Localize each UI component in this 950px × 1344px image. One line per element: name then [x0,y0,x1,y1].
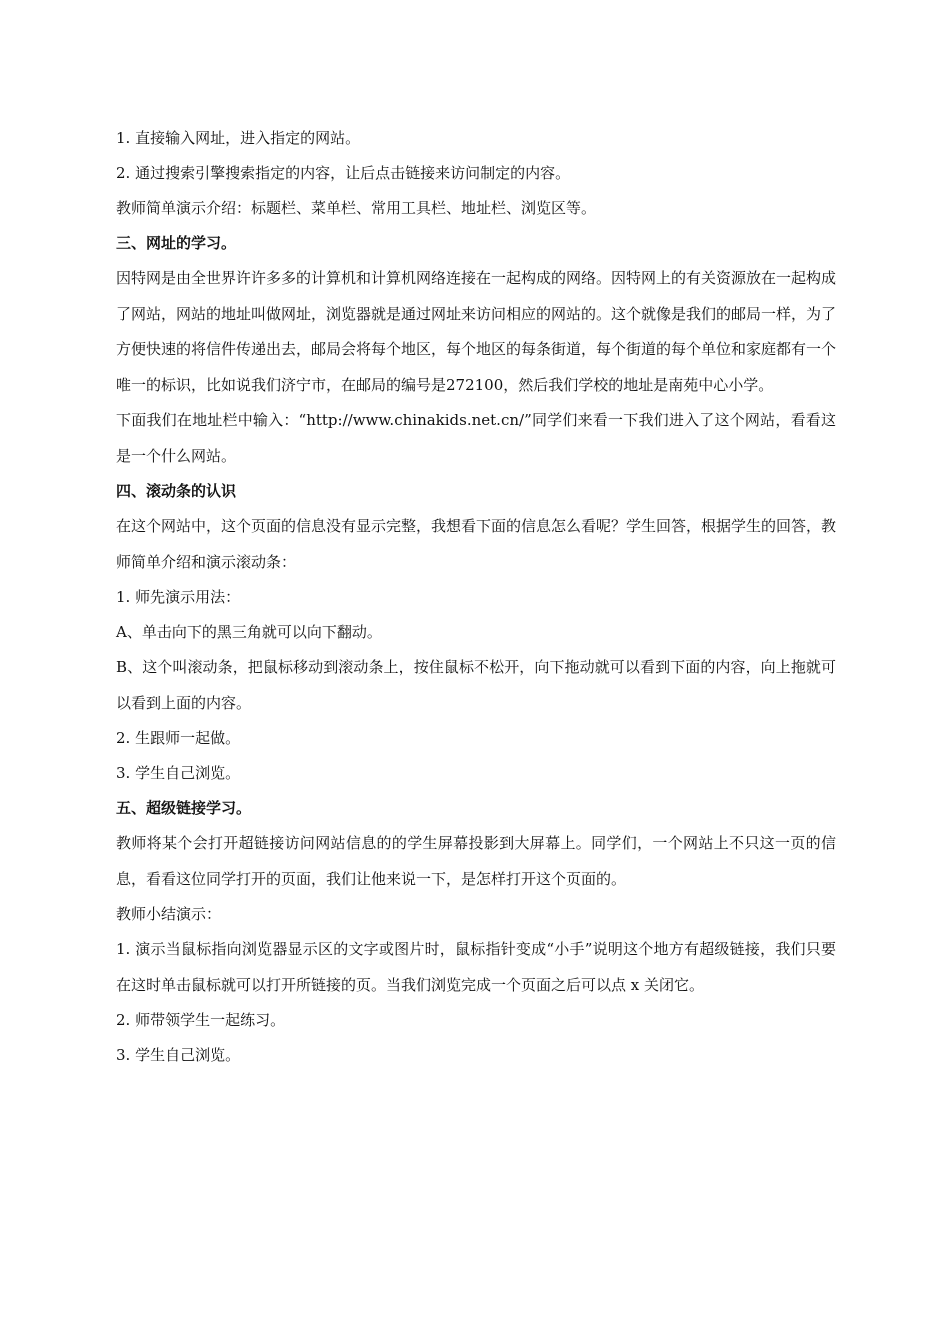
section3-paragraph-2: 下面我们在地址栏中输入：“http://www.chinakids.net.cn/”同学们来看一下我们进入了这个网站，看看这是一个什么网站。 [116,411,836,465]
section5-paragraph-1: 教师将某个会打开超链接访问网站信息的的学生屏幕投影到大屏幕上。同学们，一个网站上不只这一页的信息，看看这位同学打开的页面，我们让他来说一下，是怎样打开这个页面的。 [116,834,836,888]
intro-demo-text: 教师简单演示介绍：标题栏、菜单栏、常用工具栏、地址栏、浏览区等。 [116,199,597,217]
section5-summary: 教师小结演示： [116,905,222,923]
intro-item-1: 1. 直接输入网址，进入指定的网站。 [116,129,361,147]
document-page [116,121,836,1073]
section3-paragraph-1: 因特网是由全世界许许多多的计算机和计算机网络连接在一起构成的网络。因特网上的有关资源放在一起构成了网站，网站的地址叫做网址，浏览器就是通过网址来访问相应的网站的。这个就像是我们的邮局一样，为了方便快速的将信件传递出去，邮局会将每个地区，每个地区的每条街道，每个街道的每个单位和家庭都有一个唯一的标识，比如说我们济宁市，在邮局的编号是272100，然后我们学校的地址是南苑中心小学。 [116,269,837,394]
section5-heading: 五、超级链接学习。 [116,799,252,817]
section4-step-3: 3. 学生自己浏览。 [116,764,241,782]
section4-step-2: 2. 生跟师一起做。 [116,729,241,747]
section4-step-1: 1. 师先演示用法： [116,588,241,606]
section4-step-b: B、这个叫滚动条，把鼠标移动到滚动条上，按住鼠标不松开，向下拖动就可以看到下面的内容，向上拖就可以看到上面的内容。 [116,658,836,712]
section5-step-2: 2. 师带领学生一起练习。 [116,1011,286,1029]
section4-step-a: A、单击向下的黑三角就可以向下翻动。 [116,623,382,641]
section4-paragraph-1: 在这个网站中，这个页面的信息没有显示完整，我想看下面的信息怎么看呢？学生回答，根据学生的回答，教师简单介绍和演示滚动条： [116,517,837,571]
intro-item-2: 2. 通过搜索引擎搜索指定的内容，让后点击链接来访问制定的内容。 [116,164,571,182]
section4-heading: 四、滚动条的认识 [116,482,237,500]
section3-heading: 三、网址的学习。 [116,234,237,252]
section5-step-3: 3. 学生自己浏览。 [116,1046,241,1064]
section5-step-1: 1. 演示当鼠标指向浏览器显示区的文字或图片时，鼠标指针变成“小手”说明这个地方有超级链接，我们只要在这时单击鼠标就可以打开所链接的页。当我们浏览完成一个页面之后可以点 x 关闭它。 [116,940,836,994]
